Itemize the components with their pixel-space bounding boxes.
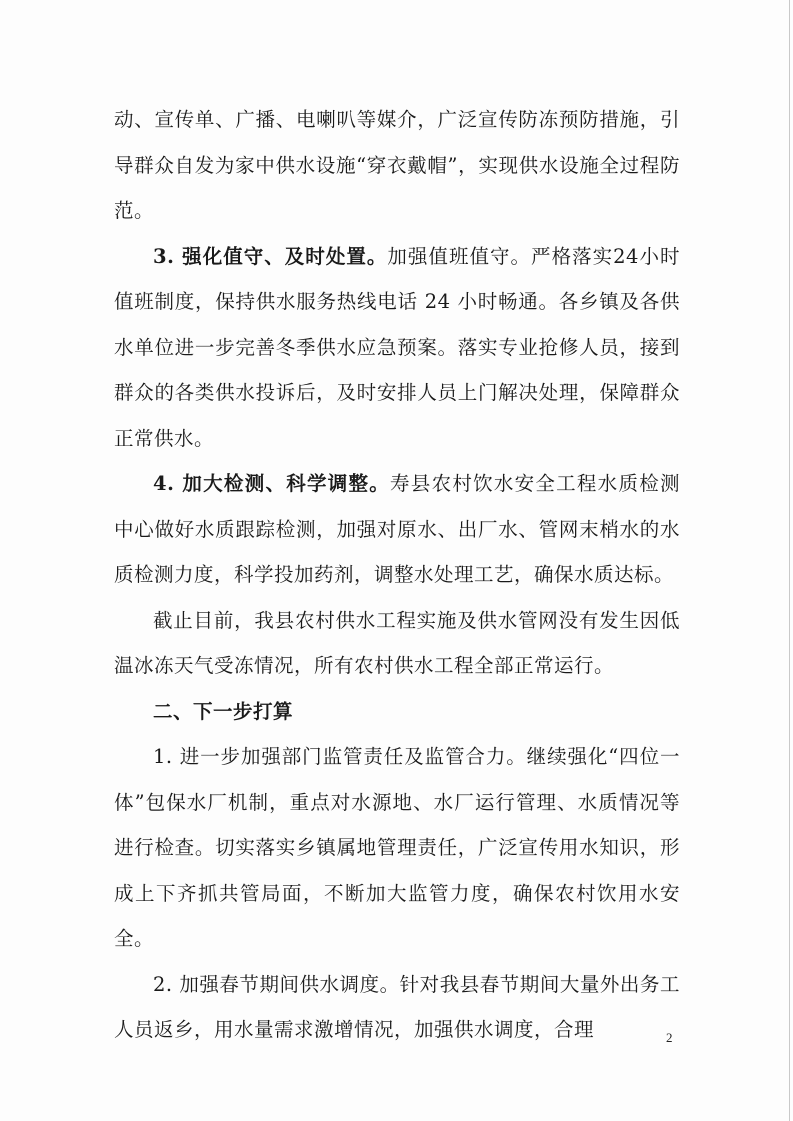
page-number: 2 <box>666 1030 673 1045</box>
paragraph-strengthen-duty <box>114 234 680 462</box>
paragraph-continuation <box>114 97 680 234</box>
paragraph-heading: 3. 强化值守、及时处置。 <box>153 244 388 268</box>
paragraph-text: 1. 进一步加强部门监管责任及监管合力。继续强化“四位一体”包保水厂机制，重点对水源地、水厂运行管理、水质情况等进行检查。切实落实乡镇属地管理责任，广泛宣传用水知识，形成上下齐抓共管局面，不断加大监管力度，确保农村饮用水安全。 <box>114 745 680 950</box>
paragraph-text: 截止目前，我县农村供水工程实施及供水管网没有发生因低温冰冻天气受冻情况，所有农村供水工程全部正常运行。 <box>114 608 680 677</box>
paragraph-text: 寿县农村饮水安全工程水质检测中心做好水质跟踪检测，加强对原水、出厂水、管网末梢水的水质检测力度，科学投加药剂，调整水处理工艺，确保水质达标。 <box>114 472 680 586</box>
paragraph-text: 动、宣传单、广播、电喇叭等媒介，广泛宣传防冻预防措施，引导群众自发为家中供水设施“穿衣戴帽”，实现供水设施全过程防范。 <box>114 108 680 222</box>
scan-edge-line <box>789 0 790 1121</box>
paragraph-summary <box>114 598 680 689</box>
paragraph-text: 2. 加强春节期间供水调度。针对我县春节期间大量外出务工人员返乡，用水量需求激增情况，加强供水调度，合理 <box>114 972 680 1041</box>
paragraph-increase-testing <box>114 461 680 598</box>
paragraph-text: 加强值班值守。严格落实24小时值班制度，保持供水服务热线电话 24 小时畅通。各乡镇及各供水单位进一步完善冬季供水应急预案。落实专业抢修人员，接到群众的各类供水投诉后，及时安排人员上门解决处理，保障群众正常供水。 <box>114 244 680 450</box>
paragraph-next-step-1 <box>114 734 680 962</box>
paragraph-next-step-2 <box>114 962 680 1053</box>
section-heading-next-steps: 二、下一步打算 <box>153 699 294 723</box>
document-body <box>114 97 680 1053</box>
paragraph-heading: 4. 加大检测、科学调整。 <box>153 472 391 495</box>
